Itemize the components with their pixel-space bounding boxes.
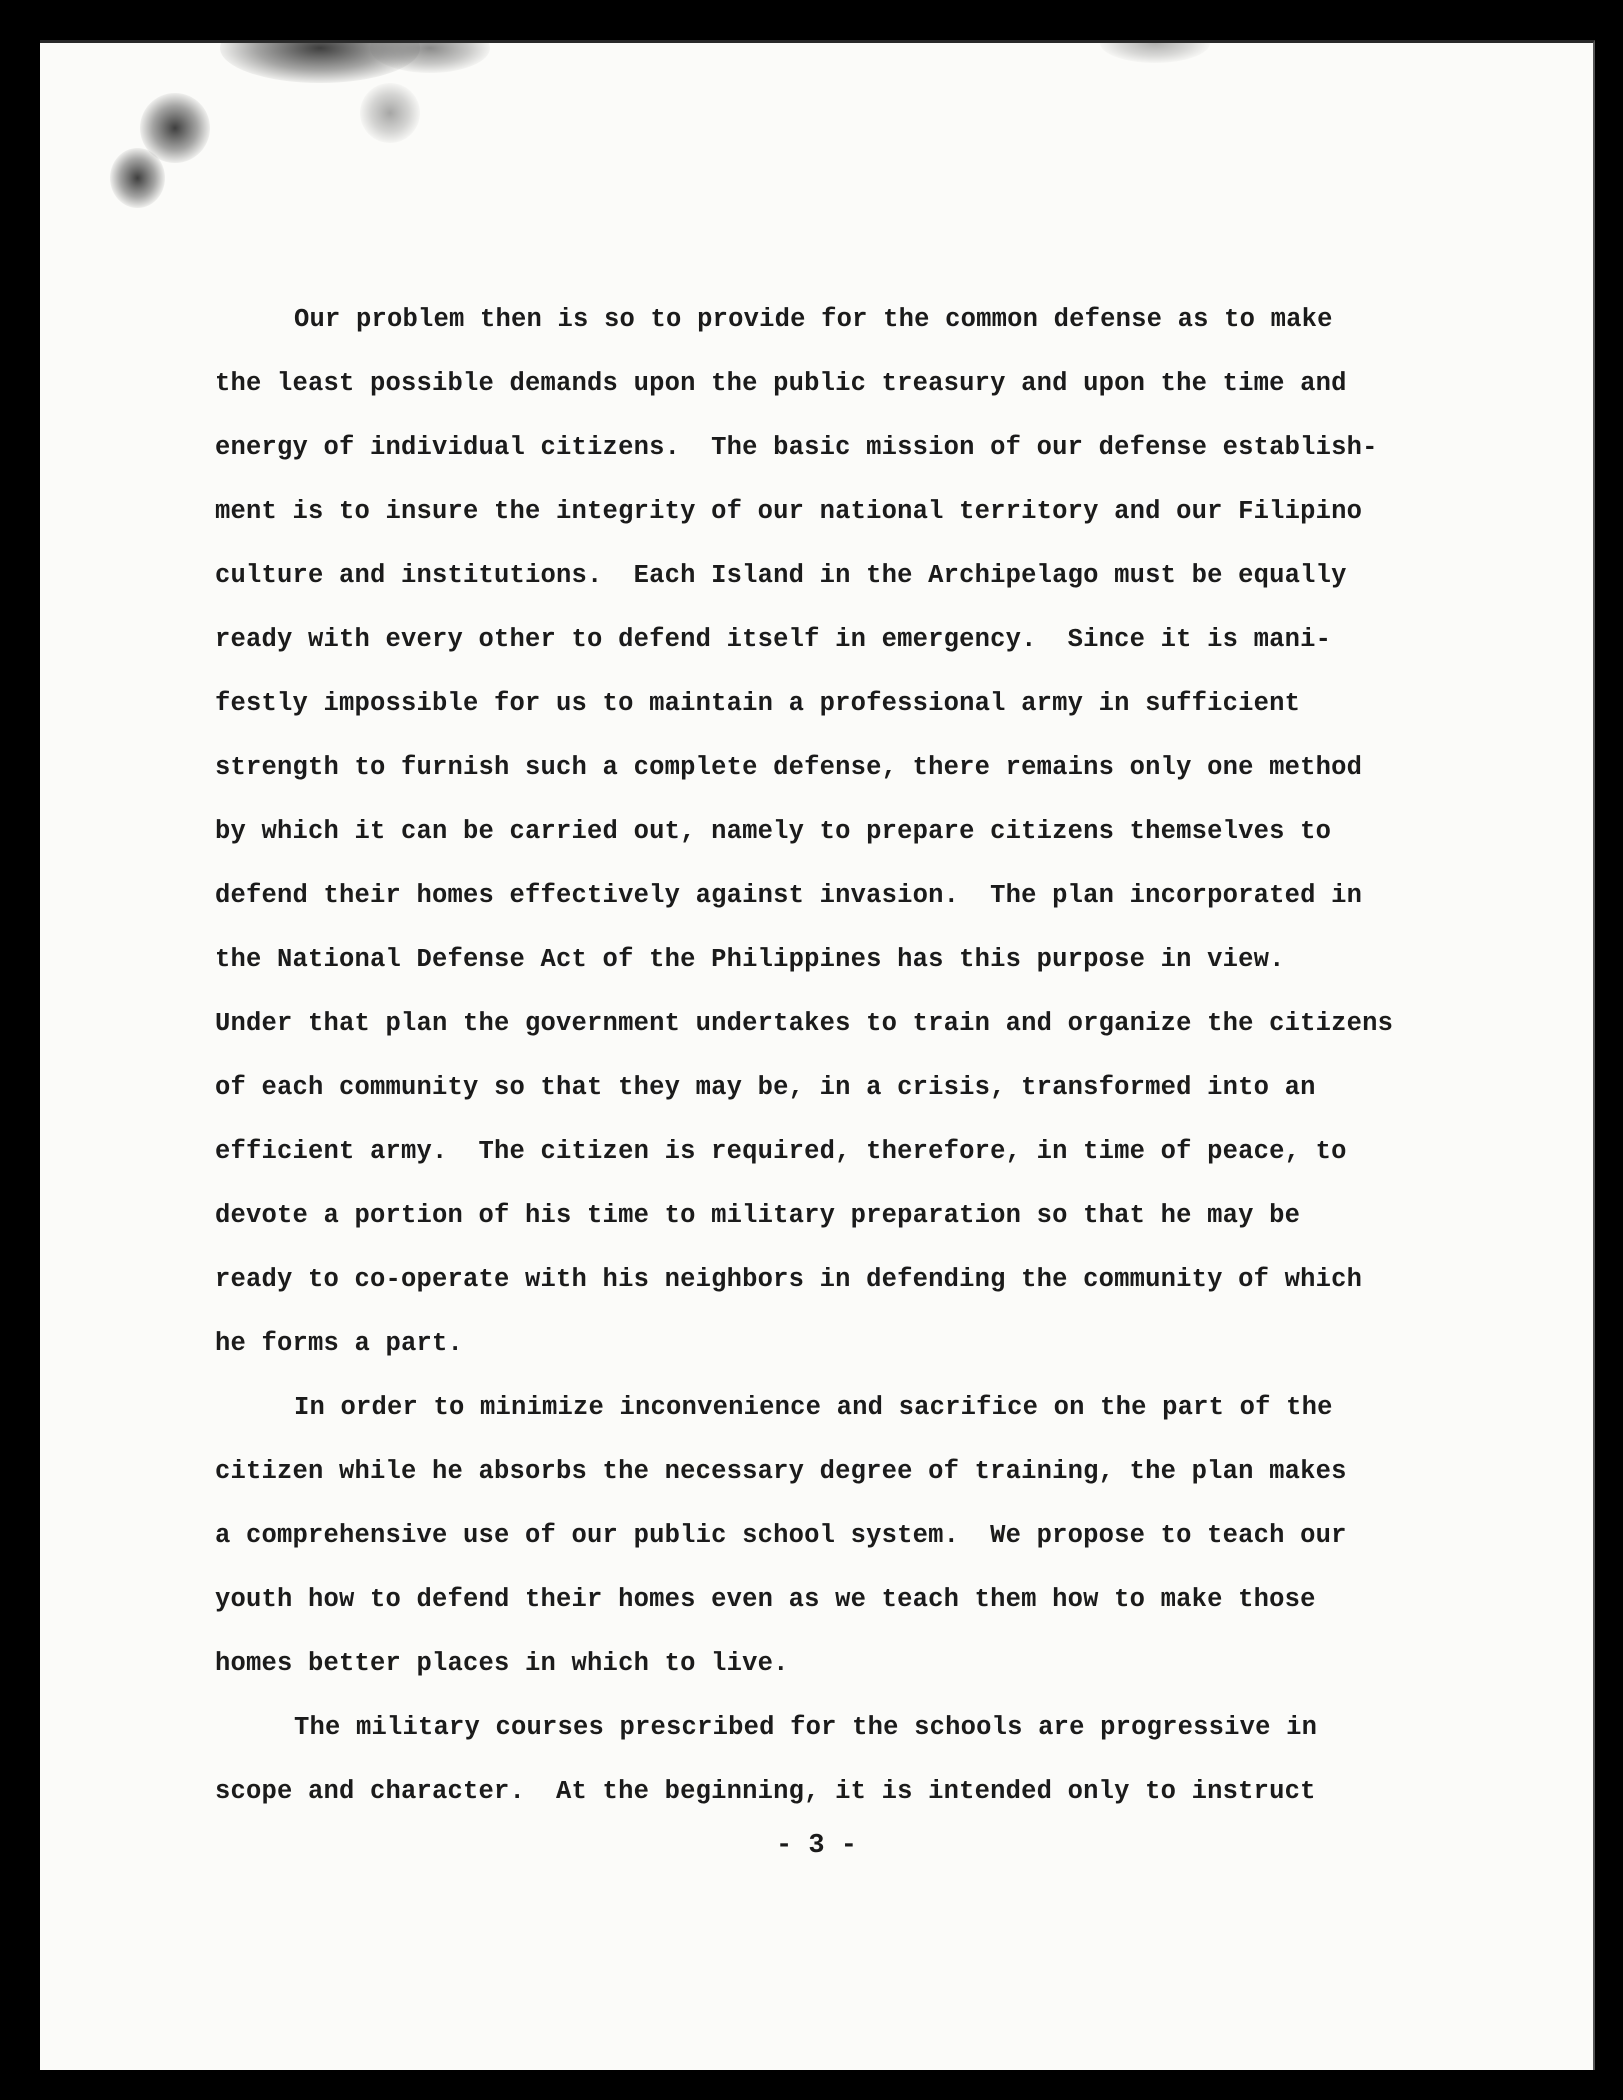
- text-line: devote a portion of his time to military preparation so that he may be: [215, 1201, 1301, 1230]
- text-line: festly impossible for us to maintain a professional army in sufficient: [215, 689, 1301, 718]
- text-line: citizen while he absorbs the necessary degree of training, the plan makes: [215, 1457, 1347, 1486]
- text-line: Our problem then is so to provide for the common defense as to make: [294, 305, 1333, 334]
- text-line: energy of individual citizens. The basic mission of our defense establish-: [215, 433, 1378, 462]
- text-line: ment is to insure the integrity of our national territory and our Filipino: [215, 497, 1363, 526]
- text-line: the National Defense Act of the Philippines has this purpose in view.: [215, 945, 1285, 974]
- text-line: homes better places in which to live.: [215, 1649, 789, 1678]
- ink-smudge: [360, 83, 420, 143]
- page-number: - 3 -: [775, 1831, 857, 1861]
- text-line: ready with every other to defend itself in emergency. Since it is mani-: [215, 625, 1332, 654]
- paragraph: [215, 1696, 1505, 1824]
- document-page: [40, 40, 1595, 2070]
- text-line: strength to furnish such a complete defense, there remains only one method: [215, 753, 1363, 782]
- text-line: by which it can be carried out, namely to prepare citizens themselves to: [215, 817, 1332, 846]
- paragraph: [215, 288, 1505, 1376]
- text-line: the least possible demands upon the public treasury and upon the time and: [215, 369, 1347, 398]
- text-line: a comprehensive use of our public school system. We propose to teach our: [215, 1521, 1347, 1550]
- text-line: culture and institutions. Each Island in the Archipelago must be equally: [215, 561, 1347, 590]
- text-line: defend their homes effectively against invasion. The plan incorporated in: [215, 881, 1363, 910]
- text-line: of each community so that they may be, in a crisis, transformed into an: [215, 1073, 1316, 1102]
- text-line: efficient army. The citizen is required, therefore, in time of peace, to: [215, 1137, 1347, 1166]
- text-line: ready to co-operate with his neighbors in defending the community of which: [215, 1265, 1363, 1294]
- text-line: Under that plan the government undertakes to train and organize the citizens: [215, 1009, 1394, 1038]
- paragraph: [215, 1376, 1505, 1696]
- ink-smudge: [1100, 40, 1210, 63]
- text-line: scope and character. At the beginning, it is intended only to instruct: [215, 1777, 1316, 1806]
- text-line: The military courses prescribed for the schools are progressive in: [294, 1713, 1318, 1742]
- text-line: he forms a part.: [215, 1329, 464, 1358]
- ink-smudge: [110, 148, 165, 208]
- body-text: [215, 288, 1505, 1824]
- text-line: youth how to defend their homes even as we teach them how to make those: [215, 1585, 1316, 1614]
- text-line: In order to minimize inconvenience and sacrifice on the part of the: [294, 1393, 1333, 1422]
